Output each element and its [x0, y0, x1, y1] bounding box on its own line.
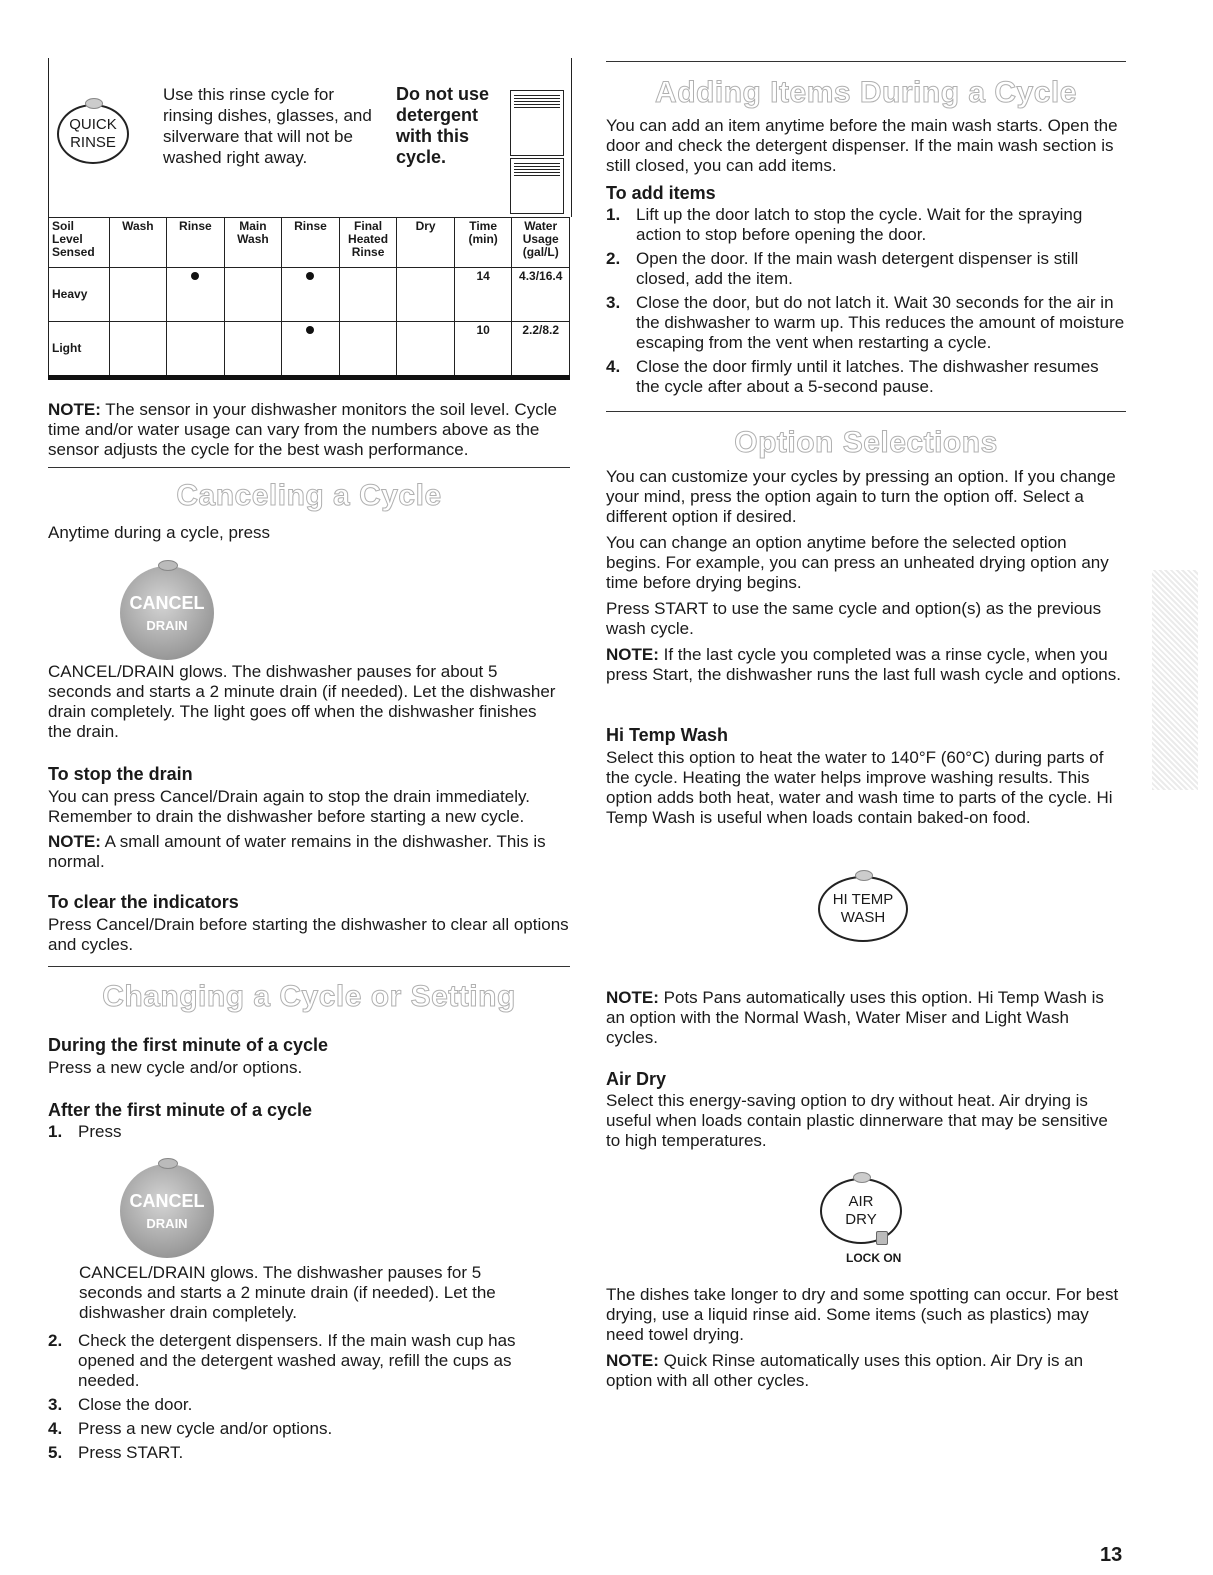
header-soil-level: Soil Level Sensed — [49, 218, 110, 268]
lock-indicator-icon — [876, 1231, 888, 1245]
list-item: 2. Check the detergent dispensers. If the main wash cup has opened and the detergent washed away, refill the cups as needed. — [48, 1331, 516, 1390]
options-p3: Press START to use the same cycle and option(s) as the previous wash cycle. — [606, 599, 1102, 638]
cancel-label: CANCEL — [129, 1191, 205, 1211]
check-dot — [306, 272, 314, 280]
adding-steps — [606, 205, 1126, 401]
header-main-wash: Main Wash — [224, 218, 282, 268]
note-label: NOTE: — [48, 400, 101, 419]
air-dry-after: The dishes take longer to dry and some spotting can occur. For best drying, use a liquid rinse aid. Some items (such as plastics) may need towel drying. — [606, 1285, 1119, 1344]
air-dry-button-icon — [820, 1178, 902, 1244]
changing-steps — [48, 1331, 558, 1467]
step-1: 1. Press — [48, 1122, 122, 1141]
row-level: Light — [49, 322, 110, 378]
stop-drain-heading: To stop the drain — [48, 764, 193, 784]
header-time: Time (min) — [454, 218, 512, 268]
hi-temp-heading: Hi Temp Wash — [606, 725, 729, 745]
check-dot — [306, 326, 314, 334]
header-rinse-2: Rinse — [282, 218, 340, 268]
cancel-drain-button-icon-2 — [120, 1164, 214, 1258]
air-dry-line1: AIR — [848, 1193, 874, 1210]
water-note — [48, 832, 570, 872]
sensor-note — [48, 400, 568, 460]
options-note — [606, 645, 1122, 685]
hi-temp-note — [606, 988, 1120, 1048]
row-water: 2.2/8.2 — [512, 322, 570, 378]
air-dry-heading: Air Dry — [606, 1069, 667, 1089]
table-row — [49, 322, 570, 378]
first-minute-heading: During the first minute of a cycle — [48, 1035, 329, 1055]
header-water-usage: Water Usage (gal/L) — [512, 218, 570, 268]
step-1-glow-text: CANCEL/DRAIN glows. The dishwasher pauses for 5 seconds and starts a 2 minute drain (if needed). Let the dishwasher drain completely. — [79, 1263, 496, 1322]
quick-rinse-button-icon — [57, 104, 129, 164]
list-item: 4. Close the door firmly until it latches. The dishwasher resumes the cycle after about a 5-second pause. — [606, 357, 1099, 396]
row-level: Heavy — [49, 268, 110, 322]
note-text: Pots Pans automatically uses this option. Hi Temp Wash is an option with the Normal Wash, Water Miser and Light Wash cycles. — [606, 988, 1104, 1047]
list-item: 1. Lift up the door latch to stop the cycle. Wait for the spraying action to stop before opening the door. — [606, 205, 1083, 244]
list-item: 2. Open the door. If the main wash detergent dispenser is still closed, add the item. — [606, 249, 1079, 288]
adding-intro: You can add an item anytime before the main wash starts. Open the door and check the detergent dispenser. If the main wash section is still closed, you can add items. — [606, 116, 1118, 175]
first-minute-text: Press a new cycle and/or options. — [48, 1058, 303, 1077]
check-dot — [191, 272, 199, 280]
language-side-tab — [1152, 570, 1198, 790]
hi-temp-line1: HI TEMP — [832, 891, 894, 908]
canceling-heading: Canceling a Cycle — [176, 479, 442, 512]
cancel-label: CANCEL — [129, 593, 205, 613]
cancel-glow-text: CANCEL/DRAIN glows. The dishwasher pauses for about 5 seconds and starts a 2 minute drain (if needed). Let the dishwasher drain completely. The light goes off when the dishwasher finishes the drain. — [48, 662, 556, 741]
divider — [606, 61, 1126, 62]
table-row — [49, 268, 570, 322]
quick-rinse-line1: QUICK — [69, 116, 117, 133]
row-water: 4.3/16.4 — [512, 268, 570, 322]
note-text: If the last cycle you completed was a rinse cycle, when you press Start, the dishwasher runs the last full wash cycle and options. — [606, 645, 1121, 684]
air-dry-line2: DRY — [845, 1211, 877, 1228]
note-text: Quick Rinse automatically uses this option. Air Dry is an option with all other cycles. — [606, 1351, 1084, 1390]
adding-heading: Adding Items During a Cycle — [655, 76, 1077, 109]
quick-rinse-description: Use this rinse cycle for rinsing dishes, glasses, and silverware that will not be washed right away. — [163, 85, 372, 167]
air-dry-text: Select this energy-saving option to dry without heat. Air drying is useful when loads contain plastic dinnerware that may be sensitive to high temperatures. — [606, 1091, 1108, 1150]
header-final-heated-rinse: Final Heated Rinse — [339, 218, 397, 268]
header-wash: Wash — [109, 218, 167, 268]
note-label: NOTE: — [606, 1351, 659, 1370]
options-heading: Option Selections — [734, 426, 998, 459]
cycle-table — [48, 217, 570, 380]
header-dry: Dry — [397, 218, 455, 268]
divider — [606, 411, 1126, 412]
canceling-intro: Anytime during a cycle, press — [48, 523, 271, 542]
dispenser-icon-bottom — [510, 158, 564, 214]
stop-drain-text: You can press Cancel/Drain again to stop the drain immediately. Remember to drain the dishwasher before starting a new cycle. — [48, 787, 530, 826]
clear-indicators-text: Press Cancel/Drain before starting the dishwasher to clear all options and cycles. — [48, 915, 569, 954]
list-item: 3. Close the door, but do not latch it. Wait 30 seconds for the air in the dishwasher to warm up. This reduces the amount of moisture escaping from the vent when restarting a cycle. — [606, 293, 1125, 352]
options-p1: You can customize your cycles by pressing an option. If you change your mind, press the option again to turn the option off. Select a different option if desired. — [606, 467, 1116, 526]
row-time: 14 — [454, 268, 512, 322]
note-text: The sensor in your dishwasher monitors the soil level. Cycle time and/or water usage can vary from the numbers above as the sensor adjusts the cycle for the best wash performance. — [48, 400, 557, 459]
note-label: NOTE: — [606, 645, 659, 664]
quick-rinse-line2: RINSE — [70, 134, 116, 151]
drain-label: DRAIN — [146, 618, 188, 633]
row-time: 10 — [454, 322, 512, 378]
step-1-text: Press — [78, 1122, 122, 1141]
add-items-heading: To add items — [606, 183, 716, 203]
clear-indicators-heading: To clear the indicators — [48, 892, 239, 912]
quick-rinse-warning: Do not use detergent with this cycle. — [396, 84, 489, 167]
divider — [48, 966, 570, 967]
divider — [48, 467, 570, 468]
after-minute-heading: After the first minute of a cycle — [48, 1100, 313, 1120]
list-item: 3. Close the door. — [48, 1395, 193, 1414]
hi-temp-text: Select this option to heat the water to 140°F (60°C) during parts of the cycle. Heating the water helps improve washing results. This option adds both heat, water and wash time to parts of the cycle. Hi Temp Wash is useful when loads contain baked-on food. — [606, 748, 1113, 827]
header-rinse: Rinse — [167, 218, 225, 268]
note-label: NOTE: — [606, 988, 659, 1007]
note-label: NOTE: — [48, 832, 101, 851]
note-text: A small amount of water remains in the dishwasher. This is normal. — [48, 832, 546, 871]
cancel-drain-button-icon — [120, 566, 214, 660]
options-p2: You can change an option anytime before the selected option begins. For example, you can press an unheated drying option any time before drying begins. — [606, 533, 1109, 592]
page-number: 13 — [1100, 1544, 1123, 1566]
lock-on-label: LOCK ON — [846, 1251, 902, 1265]
drain-label: DRAIN — [146, 1216, 188, 1231]
changing-heading: Changing a Cycle or Setting — [102, 980, 516, 1013]
list-item: 5. Press START. — [48, 1443, 184, 1462]
dispenser-icon-top — [510, 90, 564, 156]
list-item: 4. Press a new cycle and/or options. — [48, 1419, 333, 1438]
hi-temp-line2: WASH — [840, 909, 886, 926]
air-dry-note — [606, 1351, 1122, 1391]
hi-temp-wash-button-icon — [818, 876, 908, 942]
